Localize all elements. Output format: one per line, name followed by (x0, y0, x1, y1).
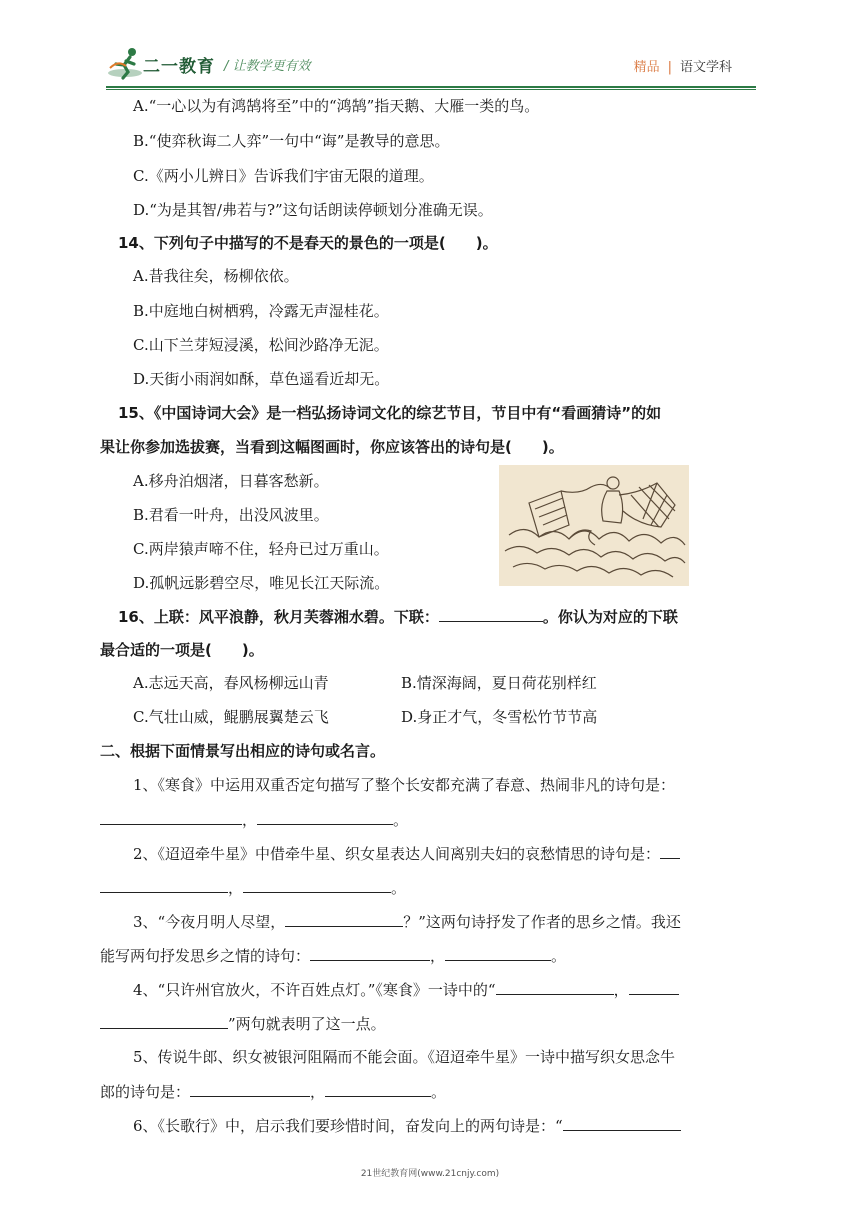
item-1-prompt: 1、《寒食》中运用双重否定句描写了整个长安都充满了春意、热闹非凡的诗句是： (133, 776, 676, 794)
answer-blank[interactable] (100, 1013, 228, 1029)
option-13c: C.《两小儿辨日》告诉我们宇宙无限的道理。 (133, 167, 434, 185)
answer-blank[interactable] (190, 1081, 310, 1097)
brand-quality: 精品 (633, 60, 660, 75)
option-14b: B.中庭地白树栖鸦，冷露无声湿桂花。 (133, 302, 389, 320)
answer-blank[interactable] (100, 877, 228, 893)
answer-blank[interactable] (439, 606, 543, 622)
option-15c: C.两岸猿声啼不住，轻舟已过万重山。 (133, 540, 389, 558)
option-16a: A.志远天高，春风杨柳远山青 (133, 674, 329, 692)
answer-blank[interactable] (243, 877, 391, 893)
item-3-line1: 3、“今夜月明人尽望， ？”这两句诗抒发了作者的思乡之情。我还 (133, 913, 681, 931)
question-16-line1 (118, 606, 678, 627)
answer-blank[interactable] (496, 979, 614, 995)
option-14c: C.山下兰芽短浸溪，松间沙路净无泥。 (133, 336, 389, 354)
boat-waves-illustration (499, 465, 689, 586)
option-15d: D.孤帆远影碧空尽，唯见长江天际流。 (133, 574, 390, 592)
question-16-suffix: 。你认为对应的下联 (542, 608, 678, 626)
option-16b: B.情深海阔，夏日荷花别样红 (401, 674, 597, 692)
item-4-line2: ”两句就表明了这一点。 (100, 1013, 386, 1034)
page-header (0, 0, 860, 92)
answer-blank[interactable] (445, 945, 551, 961)
section-2-heading: 二、根据下面情景写出相应的诗句或名言。 (100, 742, 386, 760)
runner-logo-icon (106, 46, 144, 80)
item-5-line1: 5、传说牛郎、织女被银河阻隔而不能会面。《迢迢牵牛星》一诗中描写织女思念牛 (133, 1048, 676, 1066)
option-15b: B.君看一叶舟，出没风波里。 (133, 506, 329, 524)
logo-text: 二一教育 (143, 57, 215, 77)
answer-blank[interactable] (257, 809, 393, 825)
item-2-prompt: 2、《迢迢牵牛星》中借牵牛星、织女星表达人间离别夫妇的哀愁情思的诗句是： (133, 843, 680, 864)
answer-blank[interactable] (629, 979, 679, 995)
brand-separator: | (667, 60, 672, 75)
item-3-line2: 能写两句抒发思乡之情的诗句： ， 。 (100, 947, 567, 965)
answer-blank[interactable] (100, 809, 242, 825)
item-1-answer: ， 。 (100, 809, 408, 830)
option-13a: A.“一心以为有鸿鹄将至”中的“鸿鹄”指天鹅、大雁一类的鸟。 (133, 97, 540, 115)
option-15a: A.移舟泊烟渚，日暮客愁新。 (133, 472, 329, 490)
header-divider (106, 86, 756, 88)
answer-blank[interactable] (660, 843, 680, 859)
question-14: 14、下列句子中描写的不是春天的景色的一项是( )。 (118, 234, 498, 252)
item-6-prompt: 6、《长歌行》中，启示我们要珍惜时间，奋发向上的两句诗是：“ (133, 1115, 681, 1136)
option-13d: D.“为是其智/弗若与?”这句话朗读停顿划分准确无误。 (133, 201, 493, 219)
item-4-line1: 4、“只许州官放火，不许百姓点灯。”《寒食》一诗中的“ ， (133, 979, 679, 1000)
question-15-line1: 15、《中国诗词大会》是一档弘扬诗词文化的综艺节目，节目中有“看画猜诗”的如 (118, 404, 662, 422)
answer-blank[interactable] (285, 911, 403, 927)
option-16d: D.身正才气，冬雪松竹节节高 (401, 708, 598, 726)
item-5-line2: 郎的诗句是： ， 。 (100, 1083, 447, 1101)
item-2-answer: ， 。 (100, 877, 406, 898)
brand-label (634, 56, 732, 75)
answer-blank[interactable] (563, 1115, 681, 1131)
option-14a: A.昔我往矣，杨柳依依。 (133, 267, 299, 285)
question-15-line2: 果让你参加选拔赛，当看到这幅图画时，你应该答出的诗句是( )。 (100, 438, 564, 456)
answer-blank[interactable] (310, 945, 430, 961)
question-16-prefix: 16、上联：风平浪静，秋月芙蓉湘水碧。下联： (118, 608, 439, 626)
option-14d: D.天街小雨润如酥，草色遥看近却无。 (133, 370, 390, 388)
question-16-line2: 最合适的一项是( )。 (100, 641, 264, 659)
page-footer: 21世纪教育网(www.21cnjy.com) (360, 1169, 500, 1179)
slogan: / 让教学更有效 (224, 59, 311, 74)
brand-subject: 语文学科 (679, 60, 732, 75)
header-divider-thin (106, 89, 756, 90)
answer-blank[interactable] (325, 1081, 431, 1097)
option-13b: B.“使弈秋诲二人弈”一句中“诲”是教导的意思。 (133, 132, 450, 150)
option-16c: C.气壮山威，鲲鹏展翼楚云飞 (133, 708, 329, 726)
